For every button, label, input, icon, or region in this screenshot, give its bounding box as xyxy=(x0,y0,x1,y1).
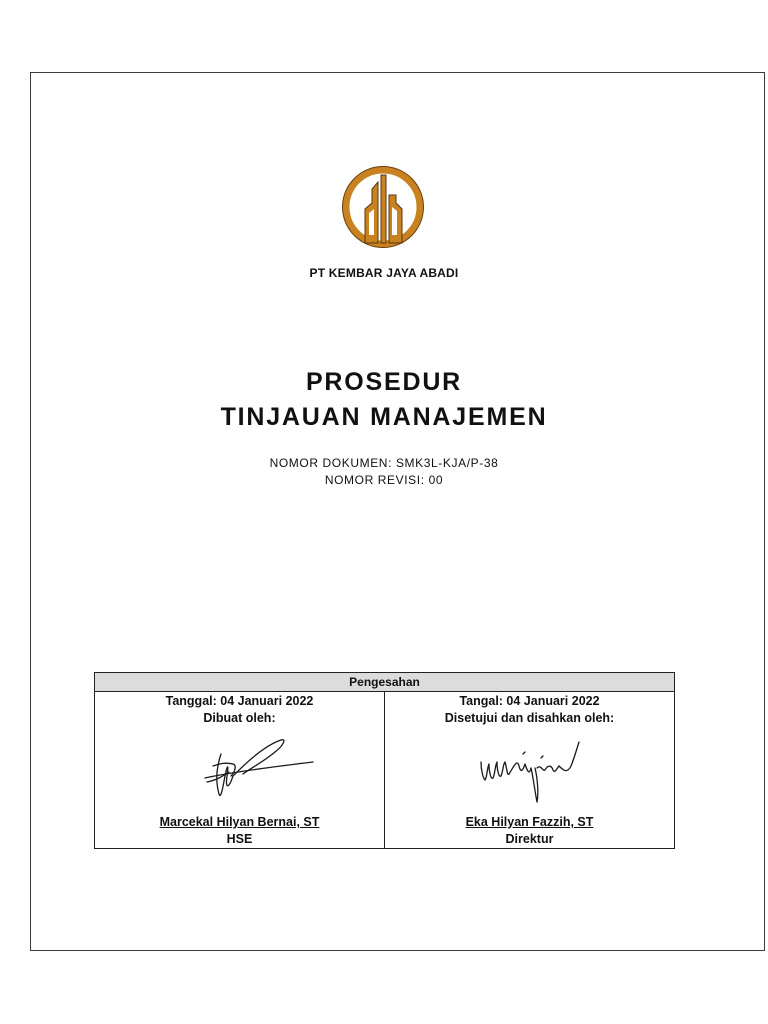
approval-header: Pengesahan xyxy=(95,673,674,692)
preparer-signature xyxy=(203,736,315,808)
approved-by-cell xyxy=(385,692,674,848)
prepared-by-cell xyxy=(95,692,385,848)
company-name: PT KEMBAR JAYA ABADI xyxy=(309,266,459,280)
approver-signature xyxy=(477,740,583,804)
document-title-line1: PROSEDUR xyxy=(305,368,463,396)
prepared-by-label: Dibuat oleh: xyxy=(203,711,276,725)
revision-number: NOMOR REVISI: 00 xyxy=(324,473,444,487)
approver-position: Direktur xyxy=(505,832,554,846)
company-logo xyxy=(336,165,430,249)
document-title-line2: TINJAUAN MANAJEMEN xyxy=(220,403,548,431)
approval-table xyxy=(94,672,675,849)
approver-name: Eka Hilyan Fazzih, ST xyxy=(465,815,594,829)
approved-by-label: Disetujui dan disahkan oleh: xyxy=(444,711,615,725)
preparer-position: HSE xyxy=(226,832,253,846)
document-number: NOMOR DOKUMEN: SMK3L-KJA/P-38 xyxy=(269,456,499,470)
preparer-name: Marcekal Hilyan Bernai, ST xyxy=(159,815,320,829)
prepared-date: Tanggal: 04 Januari 2022 xyxy=(165,694,314,708)
approved-date: Tangal: 04 Januari 2022 xyxy=(459,694,600,708)
